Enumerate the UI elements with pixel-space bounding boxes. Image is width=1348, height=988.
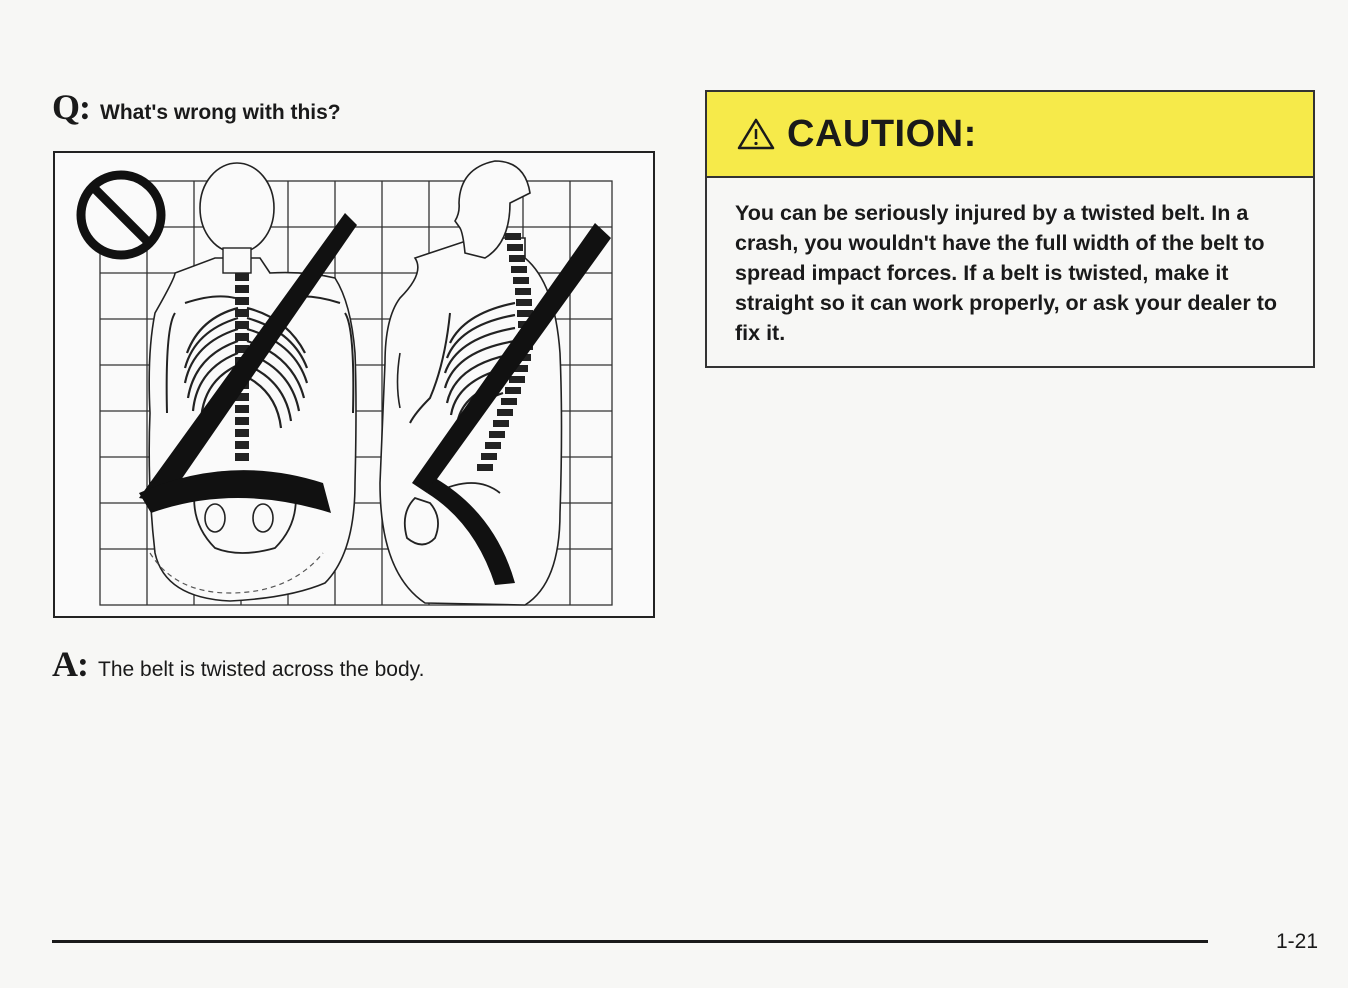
question-line [52,86,341,128]
seat-belt-illustration-frame [53,151,655,618]
footer-rule [52,940,1208,943]
caution-box [705,90,1315,368]
caution-title: CAUTION: [787,112,977,155]
caution-header [707,92,1313,178]
front-skeleton-illustration [139,163,357,601]
warning-triangle-icon [737,117,775,151]
caution-body-text: You can be seriously injured by a twisted belt. In a crash, you wouldn't have the full width of the belt to spread impact forces. If a belt is twisted, make it straight so it can work properly, or ask your dealer to fix it. [735,201,1278,345]
prohibition-icon [81,175,161,255]
answer-text: The belt is twisted across the body. [98,658,425,681]
answer-mark-label: A: [52,644,88,684]
answer-line [52,643,424,685]
question-mark-label: Q: [52,87,90,127]
seat-belt-illustration [55,153,653,616]
question-text: What's wrong with this? [100,101,341,124]
page-number: 1-21 [1276,930,1319,953]
